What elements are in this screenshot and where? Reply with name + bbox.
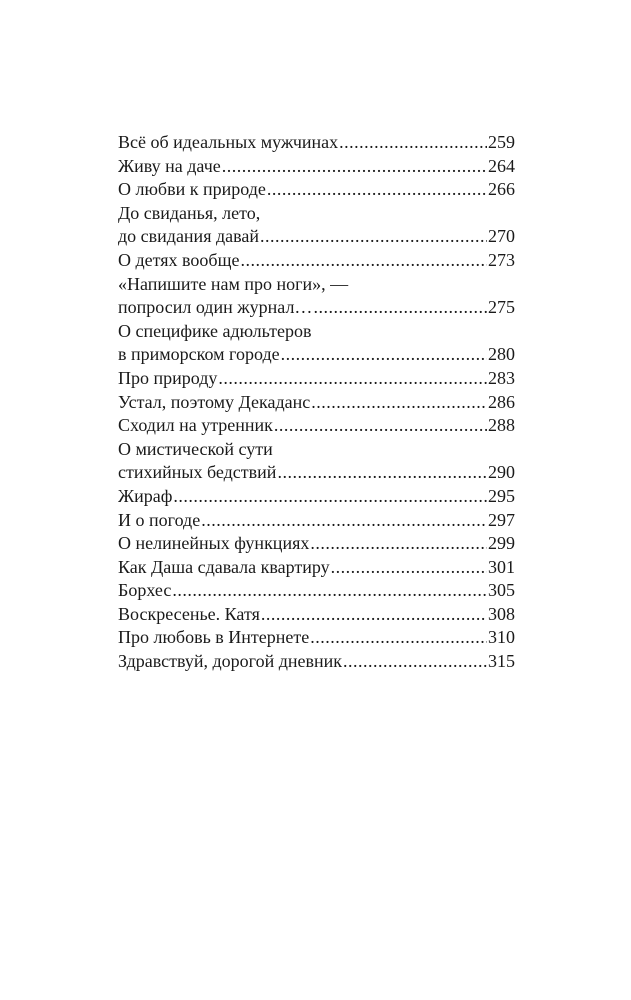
toc-entry-title: О специфике адюльтеров (118, 320, 312, 341)
toc-entry-title: попросил один журнал… (118, 297, 313, 318)
toc-page-number: 299 (488, 533, 515, 554)
toc-entry-title: О детях вообще (118, 249, 240, 270)
toc-page-number: 280 (488, 344, 515, 365)
dot-leader (173, 485, 487, 509)
toc-entry (118, 556, 515, 580)
toc-page-number: 295 (488, 485, 515, 506)
toc-line (118, 202, 515, 226)
toc-page-number: 308 (488, 603, 515, 624)
toc-line (118, 225, 515, 249)
toc-line (118, 556, 515, 580)
dot-leader (281, 343, 487, 367)
toc-entry-title: О нелинейных функциях (118, 533, 310, 554)
toc-page-number: 270 (488, 226, 515, 247)
dot-leader (274, 414, 487, 438)
toc-entry (118, 131, 515, 155)
toc-line (118, 178, 515, 202)
toc-page-number: 283 (488, 367, 515, 388)
toc-entry (118, 202, 515, 249)
toc-page-number: 301 (488, 556, 515, 577)
toc-entry-title: Устал, поэтому Декаданс (118, 391, 311, 412)
dot-leader (331, 556, 487, 580)
toc-page-number: 266 (488, 179, 515, 200)
toc-entry-title: до свидания давай (118, 226, 260, 247)
dot-leader (313, 296, 487, 320)
dot-leader (343, 650, 487, 674)
toc-entry (118, 320, 515, 367)
toc-entry-title: Жираф (118, 485, 173, 506)
toc-line (118, 131, 515, 155)
dot-leader (260, 225, 487, 249)
toc-line (118, 414, 515, 438)
toc-page-number: 273 (488, 249, 515, 270)
toc-line (118, 367, 515, 391)
toc-entry-title: в приморском городе (118, 344, 280, 365)
dot-leader (172, 579, 487, 603)
toc-page-number: 259 (488, 132, 515, 152)
dot-leader (267, 178, 487, 202)
toc-page-number: 290 (488, 462, 515, 483)
toc-line (118, 391, 515, 415)
toc-entry-title: Сходил на утренник (118, 415, 273, 436)
toc-page-number: 315 (488, 651, 515, 672)
toc-entry (118, 367, 515, 391)
toc-entry (118, 178, 515, 202)
toc-entry (118, 485, 515, 509)
dot-leader (339, 131, 487, 155)
toc-entry-title: Про природу (118, 367, 218, 388)
toc-entry-title: Живу на даче (118, 155, 221, 176)
toc-entry-title: И о погоде (118, 509, 201, 530)
dot-leader (240, 249, 487, 273)
toc-page-number: 297 (488, 509, 515, 530)
toc-entry-title: О мистической сути (118, 438, 273, 459)
toc-entry (118, 650, 515, 674)
toc-page-number: 310 (488, 627, 515, 648)
toc-entry (118, 273, 515, 320)
toc-line (118, 603, 515, 627)
toc-line (118, 485, 515, 509)
toc-line (118, 343, 515, 367)
toc-line (118, 249, 515, 273)
toc-entry-title: Воскресенье. Катя (118, 603, 260, 624)
toc-entry-title: Про любовь в Интернете (118, 627, 310, 648)
toc-line (118, 438, 515, 462)
toc-line (118, 509, 515, 533)
toc-entry (118, 249, 515, 273)
table-of-contents (118, 131, 515, 674)
dot-leader (277, 461, 487, 485)
toc-line (118, 273, 515, 297)
toc-entry-title: О любви к природе (118, 179, 266, 200)
toc-entry (118, 155, 515, 179)
toc-line (118, 650, 515, 674)
toc-line (118, 296, 515, 320)
dot-leader (261, 603, 487, 627)
toc-line (118, 579, 515, 603)
dot-leader (311, 391, 487, 415)
toc-entry (118, 579, 515, 603)
toc-entry-title: Здравствуй, дорогой дневник (118, 651, 342, 672)
dot-leader (218, 367, 487, 391)
toc-entry-title: До свиданья, лето, (118, 202, 261, 223)
toc-entry (118, 603, 515, 627)
toc-line (118, 320, 515, 344)
toc-line (118, 155, 515, 179)
toc-line (118, 461, 515, 485)
toc-entry (118, 414, 515, 438)
toc-page-number: 275 (488, 297, 515, 318)
toc-entry-title: Всё об идеальных мужчинах (118, 132, 339, 152)
dot-leader (222, 155, 487, 179)
toc-entry (118, 391, 515, 415)
toc-entry-title: Как Даша сдавала квартиру (118, 556, 330, 577)
dot-leader (201, 509, 487, 533)
toc-entry (118, 509, 515, 533)
toc-page-number: 305 (488, 580, 515, 601)
toc-entry (118, 438, 515, 485)
toc-page-number: 286 (488, 391, 515, 412)
dot-leader (310, 532, 487, 556)
toc-entry-title: стихийных бедствий (118, 462, 277, 483)
toc-entry-title: Борхес (118, 580, 172, 601)
toc-entry-title: «Напишите нам про ноги», — (118, 273, 349, 294)
toc-page-number: 288 (488, 415, 515, 436)
toc-line (118, 532, 515, 556)
dot-leader (310, 626, 487, 650)
toc-page-number: 264 (488, 155, 515, 176)
toc-line (118, 626, 515, 650)
toc-entry (118, 532, 515, 556)
toc-entry (118, 626, 515, 650)
